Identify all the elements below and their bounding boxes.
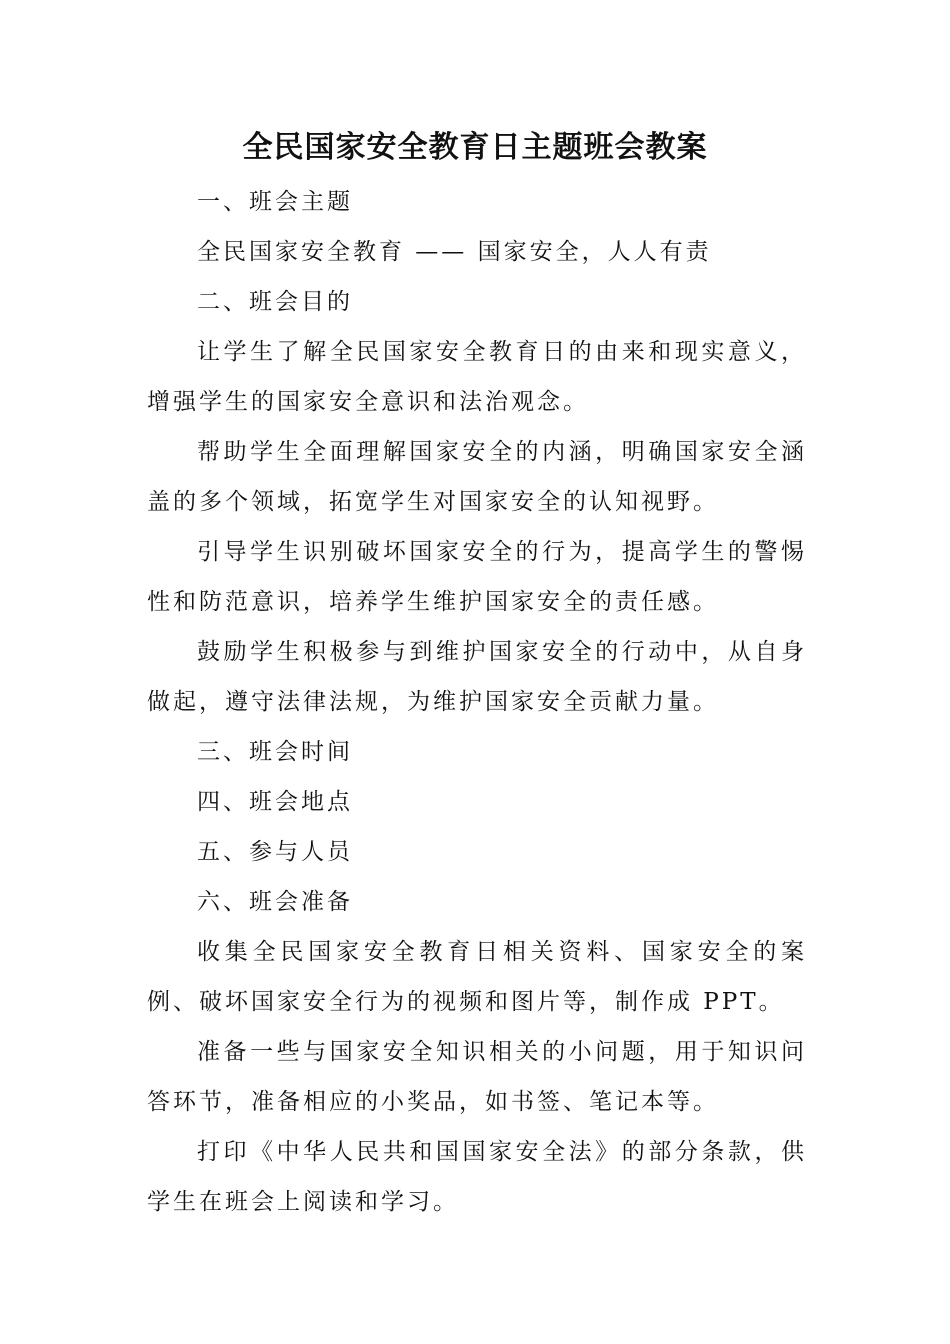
prep-paragraph-2: 准备一些与国家安全知识相关的小问题，用于知识问答环节，准备相应的小奖品，如书签、笔记本等。 (147, 1039, 807, 1115)
goal-paragraph-3: 引导学生识别破坏国家安全的行为，提高学生的警惕性和防范意识，培养学生维护国家安全的责任感。 (147, 539, 807, 615)
section-heading-people: 五、参与人员 (197, 839, 353, 865)
document-body (147, 177, 807, 1227)
prep-paragraph-3: 打印《中华人民共和国国家安全法》的部分条款，供学生在班会上阅读和学习。 (147, 1139, 807, 1215)
document-title: 全民国家安全教育日主题班会教案 (242, 130, 708, 165)
section-heading-time: 三、班会时间 (197, 739, 353, 765)
goal-paragraph-2: 帮助学生全面理解国家安全的内涵，明确国家安全涵盖的多个领域，拓宽学生对国家安全的认知视野。 (147, 439, 807, 515)
section-heading-place: 四、班会地点 (197, 789, 353, 815)
section-heading-goal: 二、班会目的 (197, 289, 353, 315)
section-heading-prep: 六、班会准备 (197, 889, 353, 915)
section-heading-theme: 一、班会主题 (197, 189, 353, 215)
theme-text: 全民国家安全教育 —— 国家安全，人人有责 (197, 239, 712, 265)
goal-paragraph-1: 让学生了解全民国家安全教育日的由来和现实意义，增强学生的国家安全意识和法治观念。 (147, 339, 807, 415)
goal-paragraph-4: 鼓励学生积极参与到维护国家安全的行动中，从自身做起，遵守法律法规，为维护国家安全贡献力量。 (147, 639, 807, 715)
prep-paragraph-1: 收集全民国家安全教育日相关资料、国家安全的案例、破坏国家安全行为的视频和图片等，制作成 PPT。 (147, 939, 807, 1015)
